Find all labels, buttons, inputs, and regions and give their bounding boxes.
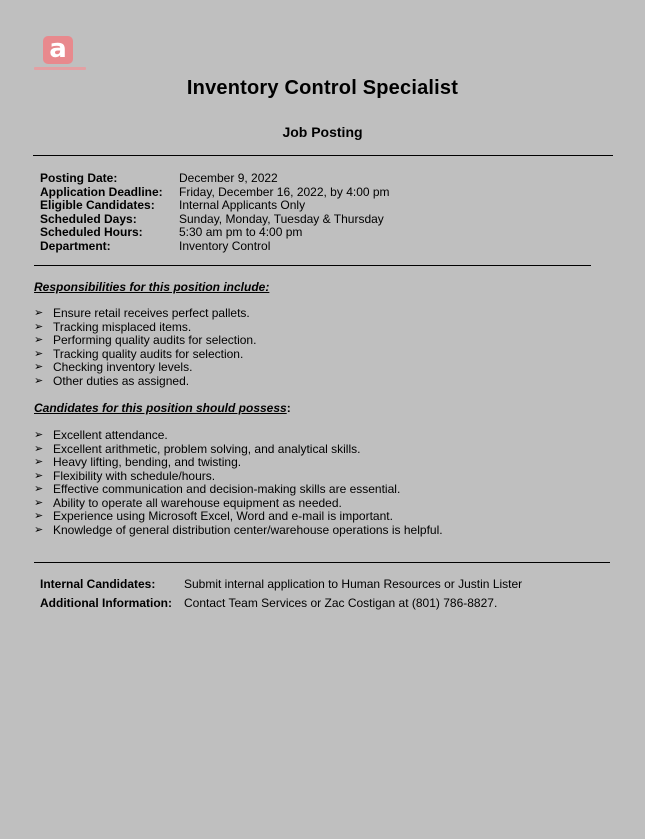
list-item <box>34 429 443 443</box>
list-item-text: Flexibility with schedule/hours. <box>53 468 216 483</box>
detail-row <box>40 186 390 200</box>
a-logo-icon: a <box>43 36 73 64</box>
divider-footer <box>34 562 610 563</box>
detail-row <box>40 240 390 254</box>
list-item <box>34 524 443 538</box>
footer-row <box>40 596 522 615</box>
list-item-text: Effective communication and decision-making skills are essential. <box>53 482 401 496</box>
arrow-bullet-icon: ➢ <box>34 334 44 346</box>
list-item-text: Excellent attendance. <box>53 428 168 442</box>
list-item <box>34 483 443 497</box>
detail-value: Sunday, Monday, Tuesday & Thursday <box>179 211 384 226</box>
list-item-text: Other duties as assigned. <box>53 373 190 388</box>
detail-row <box>40 172 390 186</box>
arrow-bullet-icon: ➢ <box>34 483 44 495</box>
list-item-text: Knowledge of general distribution center/warehouse operations is helpful. <box>53 522 443 537</box>
list-item-text: Experience using Microsoft Excel, Word and e-mail is important. <box>53 509 393 523</box>
arrow-bullet-icon: ➢ <box>34 456 44 468</box>
footer-value: Submit internal application to Human Resources or Justin Lister <box>184 577 523 591</box>
company-logo <box>34 36 86 74</box>
detail-value: 5:30 am pm to 4:00 pm <box>179 225 303 239</box>
detail-label: Department: <box>40 238 111 253</box>
list-item-text: Heavy lifting, bending, and twisting. <box>53 455 242 469</box>
page-subtitle: Job Posting <box>282 124 363 140</box>
list-item-text: Ability to operate all warehouse equipment as needed. <box>53 495 342 510</box>
list-item-text: Excellent arithmetic, problem solving, and analytical skills. <box>53 441 361 456</box>
list-item <box>34 334 256 348</box>
qualifications-heading-colon: : <box>286 401 291 415</box>
posting-details <box>40 172 390 253</box>
responsibilities-heading: Responsibilities for this position include: <box>34 280 270 294</box>
list-item <box>34 456 443 470</box>
footer-label: Additional Information: <box>40 596 172 610</box>
arrow-bullet-icon: ➢ <box>34 374 44 387</box>
footer-row <box>40 577 522 596</box>
divider-top <box>33 155 613 156</box>
detail-row <box>40 226 390 240</box>
list-item <box>34 510 443 524</box>
list-item <box>34 497 443 511</box>
list-item <box>34 361 256 375</box>
detail-value: December 9, 2022 <box>179 171 278 185</box>
list-item-text: Tracking quality audits for selection. <box>53 346 244 361</box>
detail-row <box>40 213 390 227</box>
arrow-bullet-icon: ➢ <box>34 510 44 522</box>
detail-row <box>40 199 390 213</box>
detail-label: Scheduled Hours: <box>40 225 143 239</box>
footer-value: Contact Team Services or Zac Costigan at (801) 786-8827. <box>184 596 498 610</box>
list-item-text: Performing quality audits for selection. <box>53 333 257 347</box>
detail-value: Inventory Control <box>179 238 271 253</box>
page-title: Inventory Control Specialist <box>186 77 459 99</box>
responsibilities-list <box>34 307 256 388</box>
list-item <box>34 307 256 321</box>
detail-label: Scheduled Days: <box>40 211 137 226</box>
footer-info <box>40 577 522 615</box>
list-item <box>34 321 256 335</box>
arrow-bullet-icon: ➢ <box>34 320 44 333</box>
detail-label: Application Deadline: <box>40 184 163 199</box>
list-item <box>34 375 256 389</box>
footer-label: Internal Candidates: <box>40 577 156 591</box>
arrow-bullet-icon: ➢ <box>34 523 44 536</box>
list-item <box>34 348 256 362</box>
qualifications-list <box>34 429 443 537</box>
detail-label: Posting Date: <box>40 171 118 185</box>
list-item <box>34 470 443 484</box>
qualifications-heading-text: Candidates for this position should possess <box>34 401 287 415</box>
logo-caption-mark <box>34 67 86 70</box>
arrow-bullet-icon: ➢ <box>34 496 44 509</box>
list-item-text: Checking inventory levels. <box>53 360 193 374</box>
divider-details <box>34 265 591 266</box>
detail-value: Internal Applicants Only <box>179 198 306 212</box>
list-item-text: Tracking misplaced items. <box>53 319 192 334</box>
list-item-text: Ensure retail receives perfect pallets. <box>53 306 250 320</box>
arrow-bullet-icon: ➢ <box>34 361 44 373</box>
list-item <box>34 443 443 457</box>
arrow-bullet-icon: ➢ <box>34 442 44 455</box>
qualifications-heading <box>34 401 291 415</box>
detail-value: Friday, December 16, 2022, by 4:00 pm <box>179 184 390 199</box>
detail-label: Eligible Candidates: <box>40 198 155 212</box>
arrow-bullet-icon: ➢ <box>34 307 44 319</box>
arrow-bullet-icon: ➢ <box>34 429 44 441</box>
arrow-bullet-icon: ➢ <box>34 469 44 482</box>
arrow-bullet-icon: ➢ <box>34 347 44 360</box>
